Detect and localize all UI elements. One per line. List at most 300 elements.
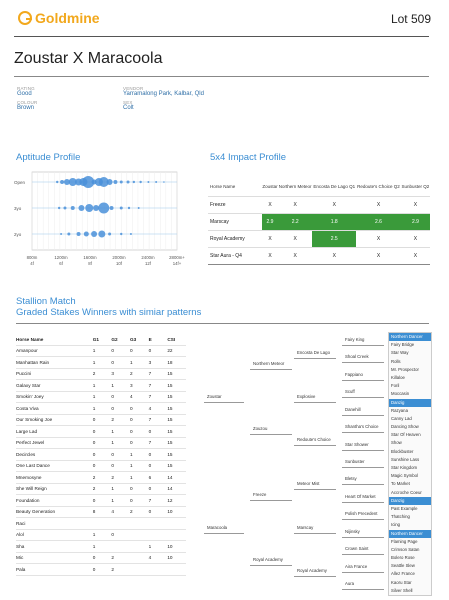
stallion-horse-name: She Will Reign	[16, 483, 93, 495]
stallion-stat: 1	[93, 391, 112, 403]
stallion-stat: 4	[149, 403, 168, 415]
stallion-horse-name: Beauty Generation	[16, 506, 93, 518]
aptitude-bubble	[93, 205, 99, 211]
stallion-stat: 0	[93, 564, 112, 576]
stallion-row[interactable]	[16, 506, 186, 518]
stallion-stat: 0	[130, 414, 149, 426]
pedigree-gen5-name: Star Kingdom	[391, 465, 418, 470]
pedigree-gen4-name: Star Shower	[345, 441, 369, 447]
stallion-row[interactable]	[16, 391, 186, 403]
aptitude-bubble	[128, 207, 130, 209]
rating-block: RATING Good COLOUR Brown	[17, 86, 38, 111]
pedigree-connector	[342, 432, 384, 433]
aptitude-bubble	[139, 181, 141, 183]
stallion-stat	[167, 564, 186, 576]
stallion-stat: 0	[111, 357, 130, 369]
aptitude-bubble	[84, 232, 89, 237]
stallion-row[interactable]	[16, 414, 186, 426]
aptitude-bubble	[113, 180, 117, 184]
stallion-stat: 4	[111, 506, 130, 518]
pedigree-gen4-name: Polish Precedent	[345, 511, 378, 517]
stallion-stat: 0	[111, 529, 130, 541]
pedigree-connector	[294, 402, 336, 403]
stallion-stat: 3	[149, 357, 168, 369]
stallion-title: Stallion Match Graded Stakes Winners with simiar patterns	[16, 296, 202, 318]
impact-horse-name: Royal Academy	[208, 231, 262, 248]
impact-cell: X	[262, 197, 278, 214]
pedigree-connector	[342, 589, 384, 590]
stallion-header: G2	[111, 334, 130, 345]
pedigree-gen5-name: Silver Shell	[391, 587, 413, 593]
pedigree-gen4-name: Heart Of Market	[345, 493, 376, 499]
pedigree-connector	[294, 445, 336, 446]
pedigree-gen2-name: Freeze	[253, 491, 267, 497]
stallion-stat: 1	[111, 495, 130, 507]
pedigree-connector	[342, 345, 384, 346]
pedigree-gen4-name: Crown Saint	[345, 546, 369, 552]
aptitude-bubble	[133, 181, 135, 183]
pedigree-gen5-name: Razyana	[391, 407, 408, 413]
aptitude-bubble	[78, 205, 84, 211]
pedigree-gen4-name: Danehill	[345, 406, 361, 412]
stallion-stat: 2	[111, 472, 130, 484]
stallion-stat: 0	[130, 437, 149, 449]
stallion-horse-name: Raci	[16, 518, 93, 530]
impact-cell: 2.9	[262, 214, 278, 231]
stallion-horse-name: Mnemosyne	[16, 472, 93, 484]
impact-cell: 2.6	[356, 214, 401, 231]
horse-name: Zoustar X Maracoola	[14, 50, 163, 67]
aptitude-bubble	[98, 231, 105, 238]
pedigree-gen5-name: Dancing Show	[391, 424, 419, 430]
stallion-stat: 15	[167, 380, 186, 392]
stallion-header: Horse Name	[16, 334, 93, 345]
pedigree-connector	[294, 358, 336, 359]
aptitude-row-label: Open	[14, 180, 26, 185]
pedigree-gen5-name: Killaloe	[391, 374, 405, 380]
stallion-stat: 14	[167, 472, 186, 484]
aptitude-row-label: 2yo	[14, 232, 22, 237]
stallion-stat: 2	[130, 506, 149, 518]
stallion-stat	[167, 518, 186, 530]
stallion-stat: 7	[149, 368, 168, 380]
aptitude-row-label: 3yo	[14, 206, 22, 211]
stallion-row[interactable]	[16, 380, 186, 392]
stallion-stat: 22	[167, 345, 186, 357]
aptitude-chart	[12, 170, 187, 275]
pedigree-connector	[342, 397, 384, 398]
aptitude-bubble	[91, 231, 97, 237]
impact-horse-name: Freeze	[208, 197, 262, 214]
impact-cell: X	[401, 231, 430, 248]
pedigree-connector	[204, 533, 244, 534]
stallion-stat: 0	[149, 460, 168, 472]
stallion-stat: 1	[130, 472, 149, 484]
pedigree-gen5-name: Past Example	[391, 505, 418, 511]
impact-row	[208, 248, 430, 265]
stallion-stat	[130, 529, 149, 541]
pedigree-gen5-name: Flaming Page	[391, 538, 418, 544]
stallion-stat: 15	[167, 391, 186, 403]
stallion-stat: 1	[93, 529, 112, 541]
stallion-stat: 0	[93, 460, 112, 472]
impact-header: Redoute's Choice Q2	[356, 176, 401, 197]
stallion-stat: 0	[149, 449, 168, 461]
pedigree-gen4-name: Shoal Creek	[345, 354, 369, 360]
stallion-stat: 0	[111, 460, 130, 472]
impact-cell: X	[278, 231, 312, 248]
pedigree-connector	[342, 380, 384, 381]
stallion-horse-name: Manhattan Rain	[16, 357, 93, 369]
pedigree-gen3-name: Encosta De Lago	[297, 349, 330, 355]
aptitude-x-sublabel: 4f	[30, 261, 34, 266]
impact-cell: X	[401, 197, 430, 214]
stallion-stat: 0	[130, 495, 149, 507]
stallion-stat: 2	[130, 368, 149, 380]
pedigree-gen4-name: Fairy King	[345, 336, 365, 342]
pedigree-gen5-name: Sunshine Lass	[391, 456, 420, 462]
pedigree-gen5-name: Mr. Prospector	[391, 366, 419, 372]
stallion-stat: 1	[93, 541, 112, 553]
pedigree-connector	[250, 500, 292, 501]
pedigree-connector	[294, 576, 336, 577]
stallion-horse-name: Perfect Jewel	[16, 437, 93, 449]
stallion-row[interactable]	[16, 460, 186, 472]
stallion-stat: 1	[111, 483, 130, 495]
pedigree-connector	[342, 537, 384, 538]
pedigree-gen5-box	[388, 332, 432, 596]
stallion-stat: 1	[111, 380, 130, 392]
aptitude-x-label: 2000m	[112, 255, 126, 260]
aptitude-bubble	[56, 181, 58, 183]
pedigree-gen5-name: Show	[391, 440, 402, 446]
impact-table	[208, 176, 430, 265]
aptitude-bubble	[77, 232, 81, 236]
stallion-stat: 7	[149, 380, 168, 392]
stallion-stat: 14	[167, 483, 186, 495]
impact-header: Encosta De Lago Q1	[312, 176, 356, 197]
stallion-header: G1	[93, 334, 112, 345]
pedigree-gen4-name: Bletsy	[345, 476, 357, 482]
pedigree-gen4-name: Aura	[345, 581, 355, 587]
pedigree-gen5-name: Moccasin	[391, 391, 410, 397]
stallion-stat	[130, 552, 149, 564]
stallion-stat: 12	[167, 495, 186, 507]
impact-cell: X	[401, 248, 430, 265]
goldmine-logo-icon	[18, 11, 32, 25]
stallion-stat	[130, 541, 149, 553]
stallion-stat	[111, 541, 130, 553]
stallion-stat	[93, 518, 112, 530]
stallion-stat: 1	[130, 460, 149, 472]
impact-cell: X	[356, 231, 401, 248]
stallion-stat: 7	[149, 391, 168, 403]
stallion-horse-name: Large Lad	[16, 426, 93, 438]
pedigree-gen5-name: Icing	[391, 522, 401, 528]
pedigree-tree	[205, 332, 431, 594]
stallion-stat: 0	[111, 391, 130, 403]
pedigree-gen5-name: To Market	[391, 481, 410, 487]
impact-cell: X	[262, 248, 278, 265]
stallion-stat: 2	[111, 564, 130, 576]
brand-logo[interactable]: Goldmine	[18, 10, 100, 26]
pedigree-connector	[294, 489, 336, 490]
impact-header: Horse Name	[208, 176, 262, 197]
impact-cell: 2.9	[401, 214, 430, 231]
pedigree-connector	[342, 362, 384, 363]
pedigree-gen4-name: Fappiano	[345, 371, 363, 377]
pedigree-connector	[250, 369, 292, 370]
stallion-horse-name: Smokin' Joey	[16, 391, 93, 403]
stallion-stat: 7	[149, 437, 168, 449]
pedigree-gen4-name: Scuff	[345, 389, 355, 395]
aptitude-bubble	[110, 206, 114, 210]
pedigree-gen5-name: Fairy Bridge	[391, 342, 415, 348]
stallion-row[interactable]	[16, 564, 186, 576]
pedigree-connector	[204, 402, 244, 403]
aptitude-bubble	[108, 233, 111, 236]
stallion-stat: 15	[167, 449, 186, 461]
aptitude-x-sublabel: 10f	[116, 261, 122, 266]
stallion-stat: 7	[149, 414, 168, 426]
stallion-stat: 0	[93, 449, 112, 461]
pedigree-gen4-name: Nijinsky	[345, 528, 360, 534]
stallion-stat: 2	[93, 472, 112, 484]
vendor-block: VENDOR Yarramalong Park, Kalbar, Qld SEX Colt	[123, 86, 204, 111]
stallion-header: CSI	[167, 334, 186, 345]
aptitude-bubble	[67, 233, 70, 236]
title-divider	[14, 76, 429, 77]
pedigree-gen5-name: Blockbuster	[391, 448, 414, 454]
stallion-stat: 4	[130, 391, 149, 403]
impact-header: Zoustar	[262, 176, 278, 197]
stallion-stat	[111, 518, 130, 530]
pedigree-gen5-name: Danzig	[389, 399, 431, 407]
pedigree-connector	[342, 415, 384, 416]
stallion-row[interactable]	[16, 426, 186, 438]
pedigree-gen3-name: Explosive	[297, 393, 316, 399]
aptitude-bubble	[58, 207, 60, 209]
stallion-horse-name: Pala	[16, 564, 93, 576]
impact-horse-name: Star Aura - Q4	[208, 248, 262, 265]
pedigree-gen2-name: Royal Academy	[253, 557, 283, 563]
impact-cell: X	[356, 248, 401, 265]
pedigree-gen3-name: Redoute's Choice	[297, 437, 331, 443]
impact-cell: X	[312, 248, 356, 265]
aptitude-x-sublabel: 14f+	[172, 261, 182, 266]
aptitude-bubble	[120, 207, 123, 210]
pedigree-gen4-name: Aira France	[345, 563, 368, 569]
stallion-stat: 0	[149, 483, 168, 495]
pedigree-connector	[342, 484, 384, 485]
stallion-stat: 10	[167, 552, 186, 564]
stallion-horse-name: One Last Dance	[16, 460, 93, 472]
impact-header: Northern Meteor	[278, 176, 312, 197]
stallion-horse-name: Mic	[16, 552, 93, 564]
impact-cell: X	[278, 248, 312, 265]
stallion-stat: 8	[93, 506, 112, 518]
stallion-stat: 1	[149, 541, 168, 553]
aptitude-bubble	[155, 181, 157, 183]
pedigree-connector	[342, 467, 384, 468]
aptitude-bubble	[60, 233, 62, 235]
aptitude-bubble	[60, 180, 64, 184]
stallion-stat	[130, 564, 149, 576]
aptitude-bubble	[120, 233, 122, 235]
aptitude-bubble	[107, 179, 113, 185]
stallion-stat: 15	[167, 414, 186, 426]
stallion-stat: 0	[149, 345, 168, 357]
pedigree-gen5-name: Star Of Heaven	[391, 432, 421, 438]
pedigree-connector	[342, 519, 384, 520]
pedigree-gen3-name: Meteor Mist	[297, 480, 320, 486]
pedigree-gen2-name: Zouzou	[253, 426, 268, 432]
stallion-stat	[149, 529, 168, 541]
aptitude-plot	[14, 172, 185, 266]
stallion-row[interactable]	[16, 368, 186, 380]
stallion-row[interactable]	[16, 437, 186, 449]
stallion-stat: 0	[93, 426, 112, 438]
stallion-row[interactable]	[16, 357, 186, 369]
stallion-stat: 0	[93, 414, 112, 426]
stallion-stat: 0	[130, 483, 149, 495]
stallion-stat: 1	[93, 403, 112, 415]
stallion-row[interactable]	[16, 541, 186, 553]
aptitude-x-sublabel: 12f	[145, 261, 151, 266]
stallion-row[interactable]	[16, 483, 186, 495]
stallion-stat: 0	[149, 506, 168, 518]
stallion-stat: 0	[111, 345, 130, 357]
stallion-row[interactable]	[16, 345, 186, 357]
aptitude-x-label: 1200m	[54, 255, 68, 260]
stallion-stat: 4	[149, 552, 168, 564]
pedigree-gen5-name: Star Way	[391, 350, 409, 356]
pedigree-gen5-name: Magic Symbol	[391, 473, 418, 479]
stallion-stat: 2	[93, 368, 112, 380]
stallion-stat: 15	[167, 437, 186, 449]
stallion-stat: 1	[130, 449, 149, 461]
pedigree-gen3-name: Royal Academy	[297, 568, 327, 574]
stallion-stat: 1	[111, 426, 130, 438]
stallion-horse-name: Foundation	[16, 495, 93, 507]
stallion-stat: 0	[130, 426, 149, 438]
stallion-horse-name: Alol	[16, 529, 93, 541]
stallion-stat: 2	[111, 552, 130, 564]
lot-number: Lot 509	[390, 12, 431, 26]
stallion-row[interactable]	[16, 552, 186, 564]
stallion-stat	[149, 518, 168, 530]
pedigree-gen5-name: Accroche Coeur	[391, 489, 422, 495]
pedigree-gen5-name: Allez France	[391, 571, 415, 577]
stallion-stat: 0	[93, 495, 112, 507]
aptitude-x-label: 2800m+	[169, 255, 185, 260]
pedigree-connector	[342, 502, 384, 503]
pedigree-gen5-name: Thatching	[391, 514, 410, 520]
stallion-horse-name: Decircles	[16, 449, 93, 461]
aptitude-bubble	[130, 233, 132, 235]
aptitude-bubble	[163, 181, 165, 183]
pedigree-gen5-name: Canny Lad	[391, 415, 412, 421]
stallion-header: E	[149, 334, 168, 345]
pedigree-connector	[342, 572, 384, 573]
stallion-stat: 15	[167, 368, 186, 380]
stallion-stat: 0	[130, 403, 149, 415]
stallion-row[interactable]	[16, 403, 186, 415]
stallion-stat	[130, 518, 149, 530]
impact-row	[208, 231, 430, 248]
impact-row	[208, 214, 430, 231]
pedigree-gen4-name: Shantha's Choice	[345, 424, 379, 430]
pedigree-gen2-name: Northern Meteor	[253, 360, 285, 366]
pedigree-gen5-name: Seattle Slew	[391, 563, 415, 569]
stallion-stat: 1	[130, 357, 149, 369]
stallion-stat: 10	[167, 506, 186, 518]
aptitude-bubble	[63, 207, 66, 210]
pedigree-gen1-name: Maracoola	[207, 524, 228, 530]
stallion-row[interactable]	[16, 449, 186, 461]
pedigree-gen5-name: Danzig	[389, 497, 431, 505]
stallion-row[interactable]	[16, 518, 186, 530]
stallion-stat: 2	[93, 483, 112, 495]
stallion-stat: 0	[111, 449, 130, 461]
stallion-stat: 18	[167, 357, 186, 369]
stallion-horse-name: Sha	[16, 541, 93, 553]
pedigree-gen5-name: Kaoru Star	[391, 579, 412, 585]
aptitude-bubble	[138, 207, 140, 209]
aptitude-x-label: 2400m	[141, 255, 155, 260]
pedigree-gen5-name: Rolls	[391, 358, 401, 364]
stallion-stat: 3	[130, 380, 149, 392]
impact-cell: X	[262, 231, 278, 248]
stallion-stat	[149, 564, 168, 576]
pedigree-connector	[342, 450, 384, 451]
stallion-horse-name: Our Smoking Joe	[16, 414, 93, 426]
impact-cell: 2.2	[278, 214, 312, 231]
stallion-row[interactable]	[16, 529, 186, 541]
impact-cell: X	[312, 197, 356, 214]
pedigree-connector	[294, 533, 336, 534]
stallion-stat: 0	[111, 403, 130, 415]
stallion-horse-name: Costa Viva	[16, 403, 93, 415]
stallion-row[interactable]	[16, 472, 186, 484]
pedigree-gen5-name: Northern Dancer	[389, 333, 431, 341]
impact-header: Sunbuster Q2	[401, 176, 430, 197]
stallion-stat: 15	[167, 460, 186, 472]
stallion-stat: 7	[149, 495, 168, 507]
pedigree-gen3-name: Marscay	[297, 524, 314, 530]
stallion-row[interactable]	[16, 495, 186, 507]
aptitude-x-label: 800m	[26, 255, 38, 260]
stallion-stat	[167, 529, 186, 541]
pedigree-gen5-name: Foril	[391, 383, 400, 389]
impact-bottom-rule	[208, 264, 430, 265]
impact-horse-name: Marscay	[208, 214, 262, 231]
aptitude-bubble	[98, 203, 109, 214]
stallion-stat: 0	[130, 345, 149, 357]
pedigree-connector	[250, 434, 292, 435]
stallion-stat: 1	[93, 357, 112, 369]
stallion-stat: 1	[93, 345, 112, 357]
stallion-divider	[16, 323, 429, 324]
impact-cell: 2.5	[312, 231, 356, 248]
stallion-stat: 6	[149, 472, 168, 484]
aptitude-bubble	[127, 181, 130, 184]
stallion-horse-name: Galaxy Star	[16, 380, 93, 392]
pedigree-gen4-name: Sunbuster	[345, 459, 365, 464]
stallion-stat: 15	[167, 403, 186, 415]
stallion-horse-name: Amanpour	[16, 345, 93, 357]
pedigree-gen5-name: Crimson Satan	[391, 546, 420, 552]
